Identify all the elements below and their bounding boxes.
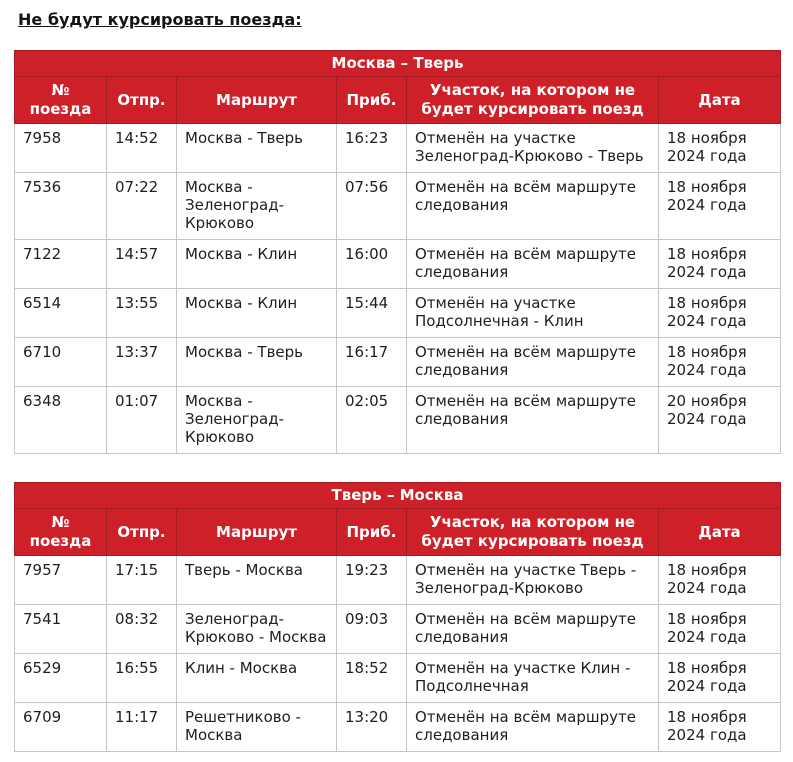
cell-section: Отменён на участке Клин - Подсолнечная [407,654,659,703]
cell-date: 20 ноября 2024 года [659,387,781,454]
cell-train: 6514 [15,289,107,338]
cell-train: 7958 [15,124,107,173]
column-header-route: Маршрут [177,77,337,124]
cell-section: Отменён на участке Подсолнечная - Клин [407,289,659,338]
cell-dep: 08:32 [107,605,177,654]
column-header-arr: Приб. [337,77,407,124]
table-row [15,605,781,654]
table-row [15,703,781,752]
column-header-date: Дата [659,77,781,124]
table-body [15,124,781,454]
table-caption-moscow-tver: Москва – Тверь [15,51,781,77]
column-header-route: Маршрут [177,509,337,556]
cell-date: 18 ноября 2024 года [659,605,781,654]
cell-train: 7541 [15,605,107,654]
column-header-section: Участок, на котором не будет курсировать поезд [407,509,659,556]
cell-arr: 02:05 [337,387,407,454]
column-header-train: № поезда [15,509,107,556]
cell-train: 6709 [15,703,107,752]
cell-date: 18 ноября 2024 года [659,338,781,387]
cell-dep: 11:17 [107,703,177,752]
cell-route: Москва - Клин [177,289,337,338]
cell-route: Москва - Зеленоград-Крюково [177,387,337,454]
column-header-dep: Отпр. [107,509,177,556]
cell-arr: 16:23 [337,124,407,173]
table-moscow-tver [14,50,781,454]
cell-route: Решетниково - Москва [177,703,337,752]
cell-dep: 13:55 [107,289,177,338]
cell-arr: 18:52 [337,654,407,703]
cell-arr: 07:56 [337,173,407,240]
column-header-row [15,509,781,556]
cell-train: 7957 [15,556,107,605]
table-tver-moscow [14,482,781,752]
cell-date: 18 ноября 2024 года [659,240,781,289]
cell-date: 18 ноября 2024 года [659,173,781,240]
cell-arr: 16:00 [337,240,407,289]
table-body [15,556,781,752]
cell-date: 18 ноября 2024 года [659,289,781,338]
cell-train: 7536 [15,173,107,240]
cell-section: Отменён на всём маршруте следования [407,605,659,654]
cell-arr: 09:03 [337,605,407,654]
table-row [15,289,781,338]
column-header-date: Дата [659,509,781,556]
table-row [15,556,781,605]
cell-arr: 16:17 [337,338,407,387]
cell-route: Зеленоград-Крюково - Москва [177,605,337,654]
table-row [15,338,781,387]
cell-train: 6348 [15,387,107,454]
cell-date: 18 ноября 2024 года [659,556,781,605]
cell-route: Клин - Москва [177,654,337,703]
cell-section: Отменён на всём маршруте следования [407,173,659,240]
cell-dep: 17:15 [107,556,177,605]
cell-section: Отменён на участке Тверь - Зеленоград-Крюково [407,556,659,605]
column-header-arr: Приб. [337,509,407,556]
table-caption-row [15,51,781,77]
cell-dep: 14:57 [107,240,177,289]
column-header-section: Участок, на котором не будет курсировать поезд [407,77,659,124]
table-row [15,124,781,173]
column-header-row [15,77,781,124]
table-row [15,387,781,454]
cell-section: Отменён на всём маршруте следования [407,387,659,454]
cell-arr: 15:44 [337,289,407,338]
cell-date: 18 ноября 2024 года [659,703,781,752]
cell-train: 6710 [15,338,107,387]
cell-route: Тверь - Москва [177,556,337,605]
cell-dep: 07:22 [107,173,177,240]
column-header-train: № поезда [15,77,107,124]
table-caption-row [15,483,781,509]
cell-train: 7122 [15,240,107,289]
cell-arr: 13:20 [337,703,407,752]
cell-date: 18 ноября 2024 года [659,654,781,703]
table-row [15,654,781,703]
table-caption-tver-moscow: Тверь – Москва [15,483,781,509]
table-row [15,240,781,289]
cell-section: Отменён на участке Зеленоград-Крюково - Тверь [407,124,659,173]
cell-section: Отменён на всём маршруте следования [407,703,659,752]
cell-route: Москва - Клин [177,240,337,289]
cell-route: Москва - Тверь [177,124,337,173]
cell-date: 18 ноября 2024 года [659,124,781,173]
column-header-dep: Отпр. [107,77,177,124]
cell-dep: 01:07 [107,387,177,454]
table-row [15,173,781,240]
cell-section: Отменён на всём маршруте следования [407,240,659,289]
page-title: Не будут курсировать поезда: [18,10,302,29]
cell-route: Москва - Тверь [177,338,337,387]
cell-section: Отменён на всём маршруте следования [407,338,659,387]
cell-dep: 16:55 [107,654,177,703]
cell-dep: 14:52 [107,124,177,173]
cell-dep: 13:37 [107,338,177,387]
cell-arr: 19:23 [337,556,407,605]
cell-train: 6529 [15,654,107,703]
cell-route: Москва - Зеленоград-Крюково [177,173,337,240]
